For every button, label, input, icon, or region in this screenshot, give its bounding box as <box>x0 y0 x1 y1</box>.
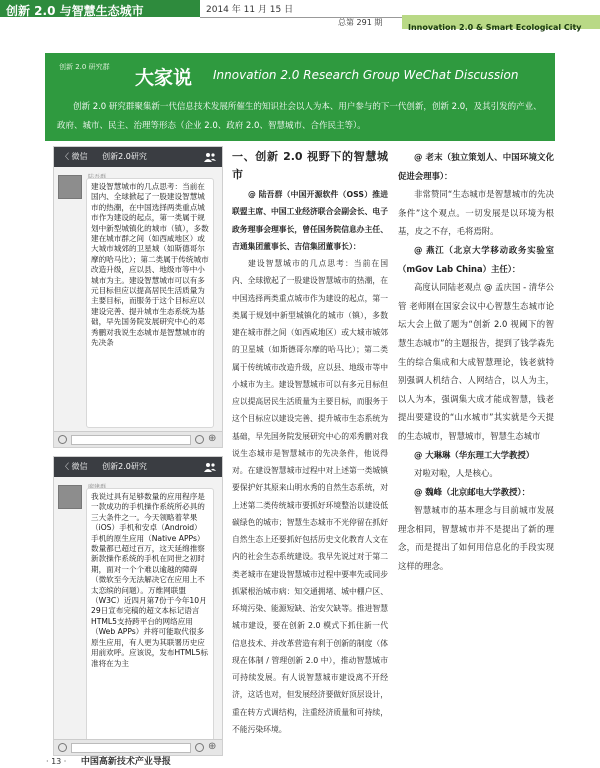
back-label[interactable]: 〈 微信 <box>61 152 88 161</box>
article-paragraph: 对啦对啦，人是核心。 <box>414 468 498 479</box>
section-title: 一、创新 2.0 视野下的智慧城市 <box>232 150 388 181</box>
message-input[interactable] <box>71 435 191 445</box>
emoji-icon[interactable] <box>195 743 204 752</box>
contacts-icon[interactable] <box>204 152 216 162</box>
header-right-title: Innovation 2.0 & Smart Ecological City <box>408 23 582 32</box>
speaker-name: @ 燕江（北京大学移动政务实验室（mGov Lab China）主任）： <box>398 244 554 274</box>
publication-name: 中国高新技术产业导报 <box>80 757 171 767</box>
article-paragraph: 非常赞同“生态城市是智慧城市的先决条件”这个观点。一切发展是以环境为根基，皮之不存，毛将焉附。 <box>398 189 554 237</box>
chat-title-bar <box>54 147 222 167</box>
voice-icon[interactable] <box>58 435 67 444</box>
page-number: · 13 · <box>46 757 67 766</box>
wechat-screenshot-1 <box>53 146 223 448</box>
wechat-screenshot-2 <box>53 456 223 756</box>
chat-input-bar <box>54 431 222 447</box>
article-column-3 <box>398 148 554 576</box>
article-paragraph: 高度认同陆老观点 @ 孟庆国 - 清华公管 老师刚在国家会议中心智慧生态城市论坛大会上做了题为“创新 2.0 视阈下的智慧生态城市”的主题报告，提到了钱学森先生的综合集成和大成智慧理论，钱老就特别强调人机结合、人网结合，以人为主，以人为本，强调集大成才能成智慧，钱老提出要建设的“山水城市”其实就是今天提的生态城市，智慧城市，智慧生态城市 <box>398 282 554 441</box>
article-paragraph: 智慧城市的基本理念与目前城市发展理念相同，智慧城市并不是提出了新的理念，而是提出了如何用信息化的手段实现这样的理念。 <box>398 505 554 572</box>
avatar[interactable] <box>58 175 82 199</box>
chat-title: 创新2.0研究 <box>102 462 147 471</box>
speaker-name: @ 老末（独立策划人、中国环境文化促进会理事）： <box>398 152 554 181</box>
article-paragraph: 建设智慧城市的几点思考：当前在国内、全球掀起了一股建设智慧城市的热潮，在中国选择两类重点城市作为建设的起点，第一类属于规划中新型城镇化的城市（镇），多数建在城市群之间（如西咸地区）或大城市城郊的卫星城（如斯德哥尔摩的哈马比）；第二类属于传统城市改造升级，应以县、地级市等中小城市为主。建设智慧城市可以有多元目标但应以提高居民生活质量为主要目标，而服务于这个目标应以建设完善、提升城市生态系统为基础，早先国务院发展研究中心的邓秀鹏对我说生态城市是智慧城市的先决条件，他说得对。在建设智慧城市过程中对上述第一类城镇要保护好其原来山明水秀的自然生态系统，对上述第二类传统城市要抓好环境整治以建设低碳绿色的城市；智慧生态城市不光停留在抓好自然生态上还要抓好包括历史文化教育人文在内的社会生态系统建设。我早先说过对于第二类老城市在建设智慧城市过程中要率先或同步抓紧根治城市病：知交通拥堵、城中棚户区、环境污染、能源短缺、治安欠缺等。推进智慧城市建设，要在创新 2.0 模式下抓住新一代信息技术、并改革营造有利于创新的制度（体现在体制 / 管理创新 2.0 中），推动智慧城市可持续发展。有人说智慧城市建设离不开经济，这话也对，但发展经济要做好顶层设计，重在转方式调结构，注重经济质量和可持续，不能污染环境。 <box>232 259 388 734</box>
back-label[interactable]: 〈 微信 <box>61 462 88 471</box>
banner-english-title: Innovation 2.0 Research Group WeChat Discussion <box>213 68 519 82</box>
speaker-name: @ 陆吾群（中国开源软件（OSS）推进联盟主席、中国工业经济联合会副会长、电子政务理事会理事长，曾任国务院信息办主任、吉通集团董事长、吉信集团董事长）： <box>232 190 388 251</box>
plus-icon[interactable]: ⊕ <box>208 433 217 444</box>
chat-title-bar <box>54 457 222 477</box>
header-right-bar <box>402 15 600 32</box>
message-input[interactable] <box>71 743 191 753</box>
article-column-2 <box>232 148 388 738</box>
header-date: 2014 年 11 月 15 日 <box>206 5 294 15</box>
chat-input-bar <box>54 739 222 755</box>
contacts-icon[interactable] <box>204 462 216 472</box>
banner-description: 创新 2.0 研究群聚集新一代信息技术发展所催生的知识社会以人为本、用户参与的下一代创新，创新 2.0，及其引发的产业、政府、城市、民主、治理等形态（企业 2.0、政府 2.0、智慧城市、合作民主等）。 <box>57 102 542 131</box>
banner-subtitle: 创新 2.0 研究群 <box>59 63 110 71</box>
avatar[interactable] <box>58 485 82 509</box>
banner-title: 大家说 <box>135 67 193 89</box>
header-left-title: 创新 2.0 与智慧生态城市 <box>6 4 144 18</box>
header-left-bar <box>0 0 200 17</box>
chat-message-bubble: 建设智慧城市的几点思考：当前在国内、全球掀起了一股建设智慧城市的热潮，在中国选择两类重点城市作为建设的起点，第一类属于规划中新型城镇化的城市（镇），多数建在城市群之间（如西咸地区）或大城市城郊的卫星城（如斯德哥尔摩的哈马比）；第二类属于传统城市改造升级，应以县、地级市等中小城市为主。建设智慧城市可以有多元目标但应以提高居民生活质量为主要目标，而服务于这个目标应以建设完善、提升城市生态系统为基础，早先国务院发展研究中心的邓秀鹏对我说生态城市是智慧城市的先决条 <box>86 178 214 428</box>
speaker-name: @ 大琳琳（华东理工大学教授） <box>414 449 535 460</box>
chat-title: 创新2.0研究 <box>102 152 147 161</box>
voice-icon[interactable] <box>58 743 67 752</box>
plus-icon[interactable]: ⊕ <box>208 741 217 752</box>
page-footer <box>46 754 171 767</box>
section-banner <box>45 53 555 141</box>
speaker-name: @ 魏峰（北京邮电大学教授）： <box>414 486 530 497</box>
chat-message-bubble: 我说过具有足够数量的应用程序是一款成功的手机操作系统所必具的三大条件之一。今天领略着苹果（iOS）手机和安卓（Android）手机的原生应用（Native APPs）数量都已超过百万，这天延绵推察新款操作系统的手机在同世之初时期，面对一个个难以逾越的障碍（微软至今无法解决它在应用上不太恋缤的问题）。万维网联盟（W3C）近四月第7份于今年10月29日宣布完稿的超文本标记语言HTML5支持跨平台的网络应用（Web APPs）并将可能取代很多原生应用，有人更为其联署历史应用前欢呼。应该说，发布HTML5标准将在为主 <box>86 488 214 748</box>
emoji-icon[interactable] <box>195 435 204 444</box>
header-issue: 总第 291 期 <box>338 18 383 27</box>
